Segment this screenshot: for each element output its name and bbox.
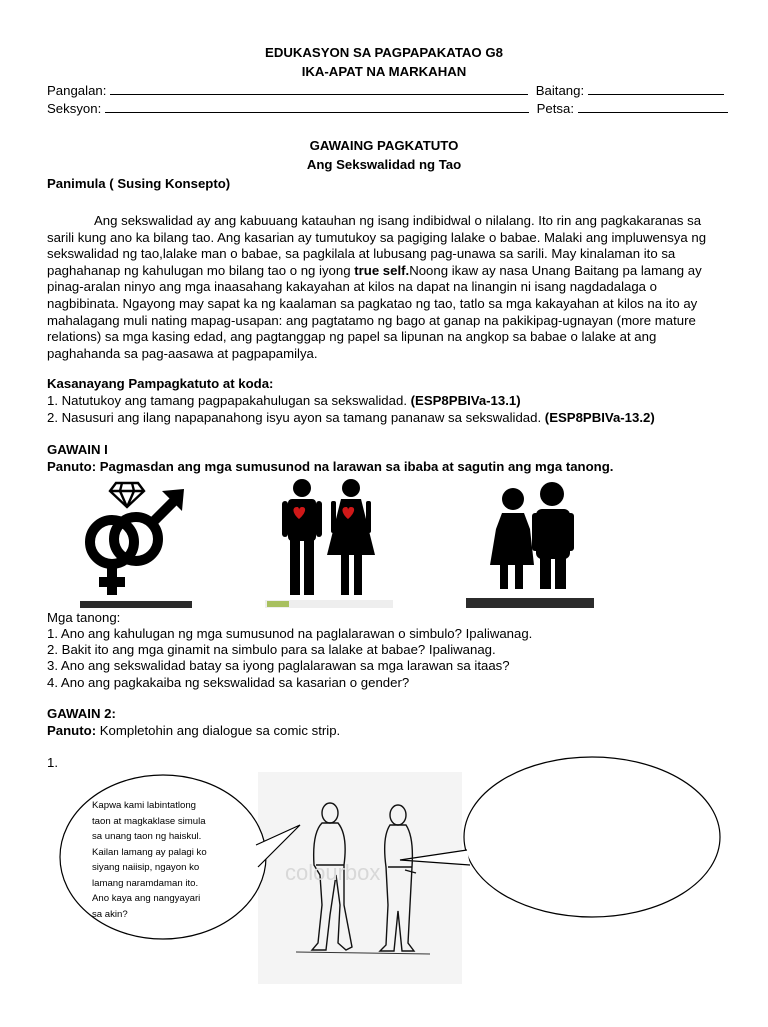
question-item: 2. Bakit ito ang mga ginamit na simbulo para sa lalake at babae? Ipaliwanag. [47,642,496,657]
comic-item-number: 1. [47,755,58,770]
name-blank[interactable] [110,83,528,95]
svg-text:colourbox: colourbox [285,860,381,885]
question-item: 4. Ano ang pagkakaiba ng sekswalidad sa kasarian o gender? [47,675,410,690]
grade-blank[interactable] [588,83,724,95]
name-label: Pangalan: [47,83,107,98]
questions-label: Mga tanong: [47,610,121,625]
couple-hearts-image [265,477,393,608]
section-blank[interactable] [105,101,529,113]
gawain2-instruction: Panuto: Kompletohin ang dialogue sa comic strip. [47,723,341,738]
quarter-title: IKA-APAT NA MARKAHAN [301,64,467,79]
competency-item: 2. Nasusuri ang ilang napapanahong isyu ayon sa tamang pananaw sa sekswalidad. (ESP8PBIVa-13.2) [47,410,655,425]
intro-text-1: Ang sekswalidad ay ang kabuuang katauhan ng isang indibidwal o nilalang. Ito rin ang pagkakaranas sa sarili kung ano ka bilang tao. Ang kasarian ay tumutukoy sa pagiging lalake o babae. Malaki ang impluwensya ng sekswalidad ng tao,lalake man o babae, sa pagkilala at lubusang pag-unawa sa sarili. May kinalaman ito sa paghahanap ng kahulugan mo bilang tao o ng iyong [47,213,707,278]
intro-bold: true self. [354,262,410,278]
gawain2-title: GAWAIN 2: [47,706,116,721]
couple-silhouette-image [466,477,594,608]
gawain1-title: GAWAIN I [47,442,108,457]
name-field-row [47,83,724,98]
section-field-row [47,101,728,116]
competencies-heading: Kasanayang Pampagkatuto at koda: [47,376,274,391]
right-bubble-answer-area[interactable] [490,790,690,890]
activity-subtitle: Ang Sekswalidad ng Tao [306,157,462,172]
section-label: Seksyon: [47,101,102,116]
left-bubble-dialogue: Kapwa kami labintatlong taon at magkaklase simula sa unang taon ng haiskul. Kailan lamang ay palagi ko siyang naiisip, ngayon ko lamang naramdaman ito. Ano kaya ang nangyayari sa akin? [92,800,207,920]
intro-text-2: Noong ikaw ay nasa Unang Baitang pa lamang ay pinag-aralan ninyo ang mga inaasahang kakayahan at kilos na dapat na linangin ni isang nagdadalaga o nagbibinata. Ngayong may sapat ka ng kaalaman sa pagkatao ng tao, tatlo sa mga kakayahan at kilos na ito ay mahalagang muli nating mapag-usapan: ang pagtatamo ng bago at ganap na pakikipag-ugnayan (more mature relations) sa mga kasing edad, ang pagtanggap ng papel sa lipunan na angkop sa babae o lalake at ang paghahanda sa pag-aasawa at pagpapamilya. [47,262,702,361]
date-blank[interactable] [578,101,728,113]
activity-title: GAWAING PAGKATUTO [309,138,459,153]
date-label: Petsa: [536,101,574,116]
question-item: 1. Ano ang kahulugan ng mga sumusunod na paglalarawan o simbulo? Ipaliwanag. [47,626,533,641]
intro-heading: Panimula ( Susing Konsepto) [47,176,231,191]
gawain1-instruction: Panuto: Pagmasdan ang mga sumusunod na larawan sa ibaba at sagutin ang mga tanong. [47,459,614,474]
intro-paragraph [47,213,727,362]
gender-symbols-image [80,477,192,608]
competency-item: 1. Natutukoy ang tamang pagpapakahulugan sa sekswalidad. (ESP8PBIVa-13.1) [47,393,521,408]
question-item: 3. Ano ang sekswalidad batay sa iyong paglalarawan sa mga larawan sa itaas? [47,658,510,673]
subject-title: EDUKASYON SA PAGPAPAKATAO G8 [265,45,503,60]
grade-label: Baitang: [535,83,585,98]
